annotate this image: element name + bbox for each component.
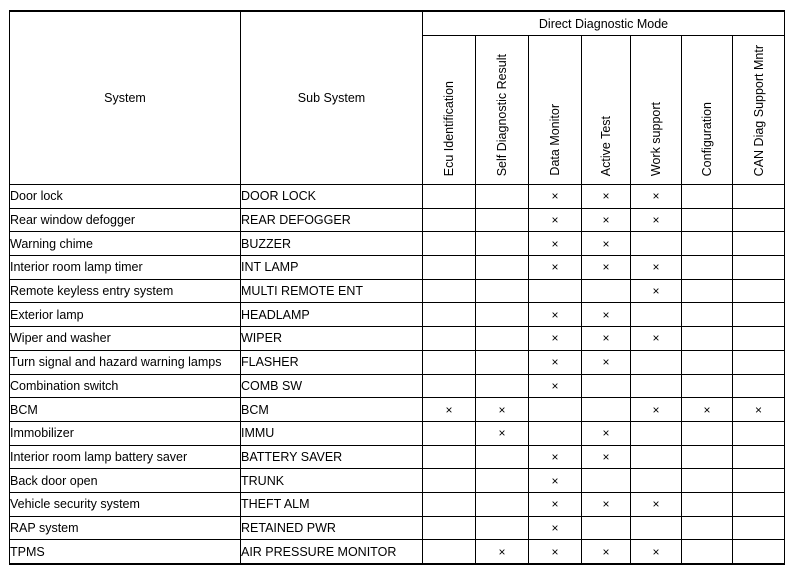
table-row [10, 279, 785, 303]
empty-cell [423, 350, 476, 374]
supported-mark-cell: × [733, 398, 785, 422]
supported-mark-cell: × [529, 469, 582, 493]
empty-cell [423, 208, 476, 232]
system-cell: Door lock [10, 185, 241, 209]
supported-mark-cell: × [529, 445, 582, 469]
empty-cell [582, 374, 631, 398]
system-cell: Exterior lamp [10, 303, 241, 327]
system-cell: Immobilizer [10, 421, 241, 445]
empty-cell [631, 374, 682, 398]
system-header: System [10, 11, 241, 185]
empty-cell [631, 303, 682, 327]
empty-cell [423, 256, 476, 280]
diagnostic-mode-table [9, 10, 785, 565]
supported-mark-cell: × [582, 185, 631, 209]
empty-cell [423, 185, 476, 209]
system-cell: BCM [10, 398, 241, 422]
empty-cell [682, 421, 733, 445]
system-cell: Remote keyless entry system [10, 279, 241, 303]
empty-cell [631, 445, 682, 469]
empty-cell [733, 421, 785, 445]
mode-header-work-support: Work support [631, 36, 682, 185]
empty-cell [682, 208, 733, 232]
supported-mark-cell: × [582, 208, 631, 232]
supported-mark-cell: × [631, 540, 682, 564]
empty-cell [682, 540, 733, 564]
empty-cell [423, 279, 476, 303]
supported-mark-cell: × [631, 398, 682, 422]
mode-header-data-monitor: Data Monitor [529, 36, 582, 185]
empty-cell [682, 350, 733, 374]
table-row [10, 492, 785, 516]
empty-cell [476, 279, 529, 303]
supported-mark-cell: × [529, 540, 582, 564]
supported-mark-cell: × [582, 256, 631, 280]
empty-cell [682, 469, 733, 493]
mode-header-active-test: Active Test [582, 36, 631, 185]
system-cell: TPMS [10, 540, 241, 564]
empty-cell [582, 469, 631, 493]
empty-cell [733, 516, 785, 540]
mode-header-self-diagnostic-result: Self Diagnostic Result [476, 36, 529, 185]
supported-mark-cell: × [529, 492, 582, 516]
table-row [10, 516, 785, 540]
empty-cell [733, 445, 785, 469]
table-row [10, 303, 785, 327]
empty-cell [529, 398, 582, 422]
system-cell: Interior room lamp timer [10, 256, 241, 280]
empty-cell [582, 516, 631, 540]
empty-cell [423, 421, 476, 445]
direct-diagnostic-mode-header: Direct Diagnostic Mode [423, 11, 785, 36]
empty-cell [476, 350, 529, 374]
empty-cell [733, 327, 785, 351]
mode-header-ecu-identification: Ecu Identification [423, 36, 476, 185]
empty-cell [733, 279, 785, 303]
supported-mark-cell: × [423, 398, 476, 422]
system-cell: Back door open [10, 469, 241, 493]
empty-cell [423, 469, 476, 493]
table-row [10, 469, 785, 493]
subsystem-cell: IMMU [241, 421, 423, 445]
empty-cell [423, 232, 476, 256]
system-cell: Wiper and washer [10, 327, 241, 351]
subsystem-cell: RETAINED PWR [241, 516, 423, 540]
supported-mark-cell: × [529, 350, 582, 374]
table-row [10, 398, 785, 422]
empty-cell [682, 516, 733, 540]
empty-cell [476, 469, 529, 493]
empty-cell [476, 327, 529, 351]
supported-mark-cell: × [582, 303, 631, 327]
empty-cell [476, 303, 529, 327]
empty-cell [423, 327, 476, 351]
empty-cell [733, 232, 785, 256]
empty-cell [682, 232, 733, 256]
subsystem-cell: BUZZER [241, 232, 423, 256]
empty-cell [682, 279, 733, 303]
supported-mark-cell: × [631, 327, 682, 351]
empty-cell [682, 185, 733, 209]
empty-cell [476, 232, 529, 256]
table-row [10, 421, 785, 445]
supported-mark-cell: × [476, 421, 529, 445]
subsystem-cell: THEFT ALM [241, 492, 423, 516]
subsystem-cell: COMB SW [241, 374, 423, 398]
empty-cell [476, 185, 529, 209]
supported-mark-cell: × [529, 232, 582, 256]
supported-mark-cell: × [582, 445, 631, 469]
mode-header-configuration: Configuration [682, 36, 733, 185]
supported-mark-cell: × [582, 327, 631, 351]
supported-mark-cell: × [582, 540, 631, 564]
empty-cell [423, 445, 476, 469]
empty-cell [733, 303, 785, 327]
supported-mark-cell: × [682, 398, 733, 422]
empty-cell [631, 421, 682, 445]
supported-mark-cell: × [529, 374, 582, 398]
subsystem-cell: REAR DEFOGGER [241, 208, 423, 232]
supported-mark-cell: × [529, 185, 582, 209]
table-row [10, 540, 785, 564]
supported-mark-cell: × [529, 516, 582, 540]
table-row [10, 374, 785, 398]
empty-cell [733, 185, 785, 209]
empty-cell [423, 492, 476, 516]
supported-mark-cell: × [529, 303, 582, 327]
mode-header-can-diag-support-mntr: CAN Diag Support Mntr [733, 36, 785, 185]
system-cell: Turn signal and hazard warning lamps [10, 350, 241, 374]
system-cell: Vehicle security system [10, 492, 241, 516]
supported-mark-cell: × [582, 492, 631, 516]
subsystem-cell: BATTERY SAVER [241, 445, 423, 469]
empty-cell [682, 303, 733, 327]
empty-cell [476, 516, 529, 540]
subsystem-header: Sub System [241, 11, 423, 185]
supported-mark-cell: × [529, 256, 582, 280]
empty-cell [423, 540, 476, 564]
empty-cell [733, 374, 785, 398]
empty-cell [529, 421, 582, 445]
empty-cell [423, 516, 476, 540]
supported-mark-cell: × [582, 232, 631, 256]
system-cell: Warning chime [10, 232, 241, 256]
empty-cell [682, 492, 733, 516]
supported-mark-cell: × [529, 327, 582, 351]
supported-mark-cell: × [631, 279, 682, 303]
empty-cell [631, 232, 682, 256]
empty-cell [631, 350, 682, 374]
empty-cell [682, 374, 733, 398]
supported-mark-cell: × [631, 492, 682, 516]
empty-cell [733, 540, 785, 564]
supported-mark-cell: × [582, 350, 631, 374]
empty-cell [682, 327, 733, 351]
empty-cell [682, 256, 733, 280]
empty-cell [733, 256, 785, 280]
table-row [10, 256, 785, 280]
empty-cell [476, 445, 529, 469]
empty-cell [476, 208, 529, 232]
system-cell: Interior room lamp battery saver [10, 445, 241, 469]
table-row [10, 185, 785, 209]
supported-mark-cell: × [476, 540, 529, 564]
empty-cell [476, 492, 529, 516]
supported-mark-cell: × [582, 421, 631, 445]
empty-cell [423, 374, 476, 398]
subsystem-cell: TRUNK [241, 469, 423, 493]
supported-mark-cell: × [631, 208, 682, 232]
subsystem-cell: FLASHER [241, 350, 423, 374]
empty-cell [733, 469, 785, 493]
supported-mark-cell: × [476, 398, 529, 422]
empty-cell [733, 492, 785, 516]
system-cell: Rear window defogger [10, 208, 241, 232]
subsystem-cell: AIR PRESSURE MONITOR [241, 540, 423, 564]
subsystem-cell: INT LAMP [241, 256, 423, 280]
empty-cell [733, 350, 785, 374]
system-cell: RAP system [10, 516, 241, 540]
empty-cell [582, 398, 631, 422]
subsystem-cell: HEADLAMP [241, 303, 423, 327]
table-row [10, 327, 785, 351]
supported-mark-cell: × [631, 185, 682, 209]
empty-cell [529, 279, 582, 303]
subsystem-cell: BCM [241, 398, 423, 422]
empty-cell [423, 303, 476, 327]
empty-cell [631, 469, 682, 493]
empty-cell [476, 374, 529, 398]
subsystem-cell: WIPER [241, 327, 423, 351]
table-row [10, 208, 785, 232]
system-cell: Combination switch [10, 374, 241, 398]
table-row [10, 350, 785, 374]
empty-cell [733, 208, 785, 232]
table-row [10, 232, 785, 256]
supported-mark-cell: × [631, 256, 682, 280]
supported-mark-cell: × [529, 208, 582, 232]
empty-cell [682, 445, 733, 469]
table-row [10, 445, 785, 469]
empty-cell [476, 256, 529, 280]
subsystem-cell: DOOR LOCK [241, 185, 423, 209]
empty-cell [631, 516, 682, 540]
subsystem-cell: MULTI REMOTE ENT [241, 279, 423, 303]
empty-cell [582, 279, 631, 303]
